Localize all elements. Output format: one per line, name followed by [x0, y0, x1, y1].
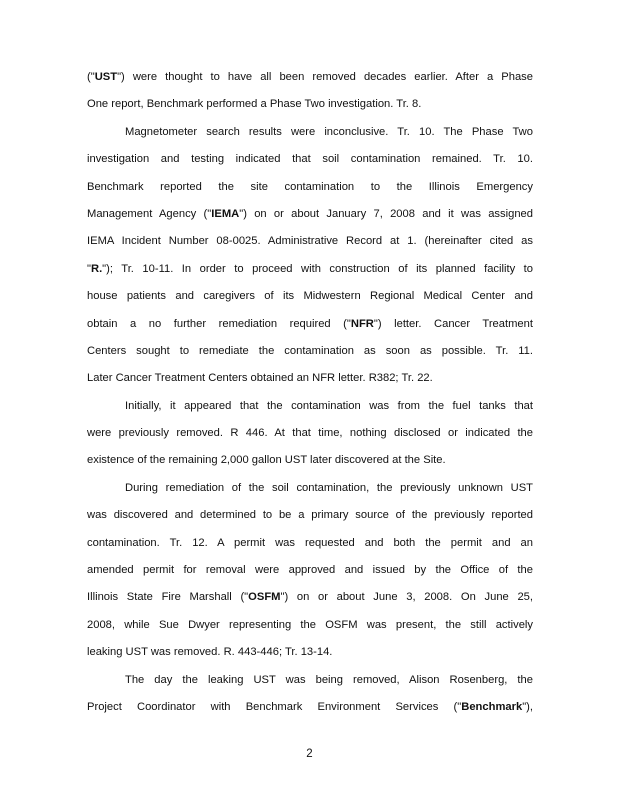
text-line: contamination. Tr. 12. A permit was requested and both the permit and an — [87, 536, 533, 549]
text-line: Benchmark reported the site contamination to the Illinois Emergency — [87, 180, 533, 193]
text-line: Centers sought to remediate the contamination as soon as possible. Tr. 11. — [87, 344, 533, 357]
defined-term: OSFM — [248, 591, 281, 604]
text-line: amended permit for removal were approved and issued by the Office of the — [87, 564, 533, 577]
text-line: were previously removed. R 446. At that time, nothing disclosed or indicated the — [87, 427, 533, 440]
text-line: was discovered and determined to be a primary source of the previously reported — [87, 509, 533, 522]
text-line: Magnetometer search results were inconclusive. Tr. 10. The Phase Two — [125, 125, 533, 138]
page-number: 2 — [306, 748, 313, 760]
text-line: ("UST") were thought to have all been removed decades earlier. After a Phase — [87, 71, 533, 83]
text-line: The day the leaking UST was being removed, Alison Rosenberg, the — [125, 673, 533, 686]
text-line: One report, Benchmark performed a Phase Two investigation. Tr. 8. — [87, 98, 422, 111]
text-line: obtain a no further remediation required ("NFR") letter. Cancer Treatment — [87, 317, 533, 330]
text-line: house patients and caregivers of its Midwestern Regional Medical Center and — [87, 290, 533, 303]
text-line: leaking UST was removed. R. 443-446; Tr. 13-14. — [87, 646, 333, 659]
text-line: Illinois State Fire Marshall ("OSFM") on or about June 3, 2008. On June 25, — [87, 591, 533, 604]
defined-term: R. — [90, 262, 103, 275]
defined-term: IEMA — [211, 207, 240, 220]
text-line: Later Cancer Treatment Centers obtained an NFR letter. R382; Tr. 22. — [87, 372, 433, 385]
document-body — [87, 64, 533, 721]
text-line: "R."); Tr. 10-11. In order to proceed with construction of its planned facility to — [87, 262, 533, 275]
text-line: During remediation of the soil contamination, the previously unknown UST — [125, 481, 533, 494]
text-line: Management Agency ("IEMA") on or about January 7, 2008 and it was assigned — [87, 207, 533, 220]
text-line: Project Coordinator with Benchmark Environment Services ("Benchmark"), — [87, 700, 533, 713]
defined-term: NFR — [350, 317, 374, 330]
text-line: existence of the remaining 2,000 gallon UST later discovered at the Site. — [87, 454, 446, 467]
text-line: Initially, it appeared that the contamination was from the fuel tanks that — [125, 399, 533, 412]
text-line: 2008, while Sue Dwyer representing the OSFM was present, the still actively — [87, 618, 533, 631]
defined-term: UST — [94, 71, 118, 83]
text-line: investigation and testing indicated that soil contamination remained. Tr. 10. — [87, 153, 533, 166]
defined-term: Benchmark — [461, 700, 523, 713]
text-line: IEMA Incident Number 08-0025. Administrative Record at 1. (hereinafter cited as — [87, 235, 533, 248]
